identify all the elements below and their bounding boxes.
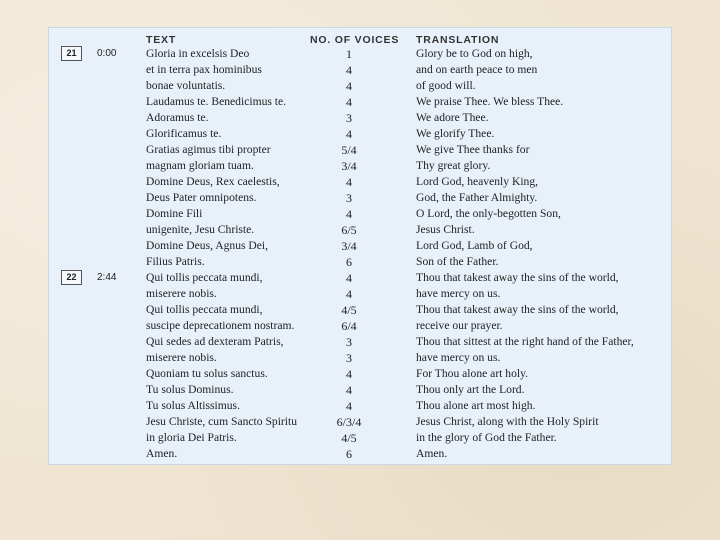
latin-text: Quoniam tu solus sanctus.	[146, 367, 268, 380]
translation-text: receive our prayer.	[416, 319, 503, 332]
table-row	[49, 318, 671, 334]
translation-text: We praise Thee. We bless Thee.	[416, 95, 564, 108]
latin-text: bonae voluntatis.	[146, 79, 226, 92]
translation-text: God, the Father Almighty.	[416, 191, 538, 204]
translation-text: Thou that takest away the sins of the world,	[416, 303, 619, 316]
latin-text: Jesu Christe, cum Sancto Spiritu	[146, 415, 298, 428]
table-row	[49, 350, 671, 366]
table-row	[49, 126, 671, 142]
voice-count: 4	[346, 175, 352, 189]
translation-text: We adore Thee.	[416, 111, 489, 124]
voice-count: 3	[346, 351, 352, 365]
latin-text: Gloria in excelsis Deo	[146, 47, 250, 60]
table-row	[49, 286, 671, 302]
translation-text: Lord God, heavenly King,	[416, 175, 539, 188]
table-row	[49, 238, 671, 254]
translation-text: Glory be to God on high,	[416, 47, 533, 60]
latin-text: miserere nobis.	[146, 351, 217, 364]
table-row	[49, 110, 671, 126]
table-row	[49, 414, 671, 430]
translation-text: We give Thee thanks for	[416, 143, 530, 156]
translation-text: in the glory of God the Father.	[416, 431, 557, 444]
table-row	[49, 366, 671, 382]
voice-count: 6	[346, 255, 352, 269]
voice-count: 3	[346, 335, 352, 349]
latin-text: Domine Deus, Rex caelestis,	[146, 175, 280, 188]
voice-count: 1	[346, 47, 352, 61]
table-row	[49, 62, 671, 78]
latin-text: magnam gloriam tuam.	[146, 159, 254, 172]
translation-text: Thy great glory.	[416, 159, 491, 172]
voice-count: 4	[346, 207, 352, 221]
table-row	[49, 78, 671, 94]
latin-text: Domine Fili	[146, 207, 203, 220]
header-voices: NO. OF VOICES	[310, 34, 400, 46]
voice-count: 4	[346, 127, 352, 141]
voice-count: 3/4	[341, 239, 357, 253]
header-translation: TRANSLATION	[416, 34, 500, 46]
latin-text: Tu solus Dominus.	[146, 383, 234, 396]
table-row	[49, 302, 671, 318]
header-text: TEXT	[146, 34, 177, 46]
latin-text: Laudamus te. Benedicimus te.	[146, 95, 287, 108]
translation-text: Son of the Father.	[416, 255, 499, 268]
translation-text: Jesus Christ, along with the Holy Spirit	[416, 415, 599, 428]
latin-text: miserere nobis.	[146, 287, 217, 300]
translation-text: and on earth peace to men	[416, 63, 538, 76]
voice-count: 3	[346, 191, 352, 205]
table-row	[49, 142, 671, 158]
translation-text: Thou that sittest at the right hand of the Father,	[416, 335, 634, 348]
table-row	[49, 206, 671, 222]
voice-count: 6/4	[341, 319, 357, 333]
latin-text: Adoramus te.	[146, 111, 209, 124]
translation-text: have mercy on us.	[416, 287, 501, 300]
latin-text: Qui tollis peccata mundi,	[146, 271, 263, 284]
translation-text: of good will.	[416, 79, 476, 92]
table-row	[49, 382, 671, 398]
table-row	[49, 334, 671, 350]
latin-text: Filius Patris.	[146, 255, 205, 268]
table-row	[49, 158, 671, 174]
voice-count: 4	[346, 287, 352, 301]
latin-text: Qui tollis peccata mundi,	[146, 303, 263, 316]
voice-count: 4	[346, 95, 352, 109]
voice-count: 4	[346, 367, 352, 381]
translation-text: Lord God, Lamb of God,	[416, 239, 533, 252]
latin-text: suscipe deprecationem nostram.	[146, 319, 295, 332]
table-row	[49, 398, 671, 414]
latin-text: in gloria Dei Patris.	[146, 431, 237, 444]
table-row	[49, 430, 671, 446]
latin-text: Gratias agimus tibi propter	[146, 143, 271, 156]
translation-text: O Lord, the only-begotten Son,	[416, 207, 561, 220]
track-time: 0:00	[97, 48, 117, 59]
translation-text: Jesus Christ.	[416, 223, 475, 236]
latin-text: et in terra pax hominibus	[146, 63, 262, 76]
translation-text: We glorify Thee.	[416, 127, 495, 140]
translation-text: have mercy on us.	[416, 351, 501, 364]
translation-text: Amen.	[416, 447, 448, 460]
voice-count: 4	[346, 63, 352, 77]
latin-text: Qui sedes ad dexteram Patris,	[146, 335, 284, 348]
table-row	[49, 446, 671, 462]
voice-count: 3/4	[341, 159, 357, 173]
voice-count: 3	[346, 111, 352, 125]
table-row	[49, 190, 671, 206]
voice-count: 4/5	[341, 303, 357, 317]
track-time: 2:44	[97, 272, 117, 283]
latin-text: Deus Pater omnipotens.	[146, 191, 257, 204]
table-row	[49, 94, 671, 110]
translation-text: Thou that takest away the sins of the world,	[416, 271, 619, 284]
translation-text: Thou alone art most high.	[416, 399, 536, 412]
voice-count: 5/4	[341, 143, 357, 157]
voice-count: 4/5	[341, 431, 357, 445]
voice-count: 6/3/4	[336, 415, 362, 429]
latin-text: Amen.	[146, 447, 178, 460]
table-row	[49, 254, 671, 270]
table-row	[49, 222, 671, 238]
latin-text: Glorificamus te.	[146, 127, 222, 140]
table-row	[49, 270, 671, 286]
voice-count: 6/5	[341, 223, 357, 237]
translation-text: Thou only art the Lord.	[416, 383, 525, 396]
table-row	[49, 46, 671, 62]
text-translation-table	[48, 27, 672, 465]
voice-count: 4	[346, 383, 352, 397]
latin-text: Tu solus Altissimus.	[146, 399, 240, 412]
voice-count: 6	[346, 447, 352, 461]
translation-text: For Thou alone art holy.	[416, 367, 529, 380]
latin-text: Domine Deus, Agnus Dei,	[146, 239, 269, 252]
track-number-badge: 21	[61, 46, 82, 61]
voice-count: 4	[346, 79, 352, 93]
track-number-badge: 22	[61, 270, 82, 285]
voice-count: 4	[346, 399, 352, 413]
voice-count: 4	[346, 271, 352, 285]
latin-text: unigenite, Jesu Christe.	[146, 223, 255, 236]
table-row	[49, 174, 671, 190]
